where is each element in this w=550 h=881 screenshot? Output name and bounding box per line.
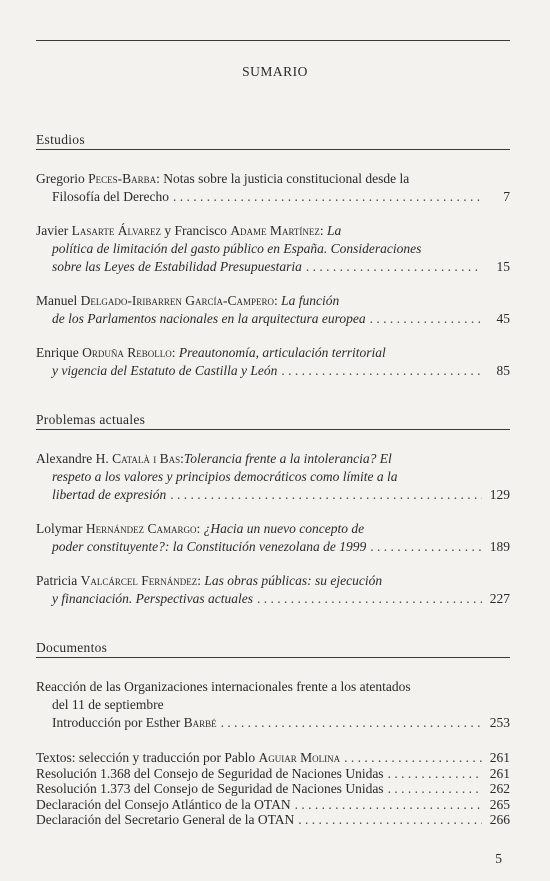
- toc-entry: Manuel Delgado-Iribarren García-Campero: La función de los Parlamentos nacionales en la arquitectura europea . . . 45: [36, 292, 510, 328]
- section-heading: Problemas actuales: [36, 412, 510, 430]
- entry-title: Reacción de las Organizaciones internacionales frente a los atentados: [36, 679, 411, 694]
- entry-title: Las obras públicas: su ejecución: [204, 573, 383, 588]
- list-item: Declaración del Consejo Atlántico de la OTAN . . . 265: [36, 797, 510, 813]
- list-item: Textos: selección y traducción por Pablo Aguiar Molina . . . 261: [36, 750, 510, 766]
- page-ref: 227: [489, 591, 510, 606]
- document-list: [36, 750, 510, 828]
- section-heading: Documentos: [36, 640, 510, 658]
- toc-entry: Reacción de las Organizaciones internacionales frente a los atentados del 11 de septiembre Introducción por Esther Barbé . . . 253: [36, 678, 510, 732]
- entry-title: ¿Hacia un nuevo concepto de: [203, 521, 365, 536]
- author-name: Lasarte Álvarez: [71, 223, 161, 238]
- author-name: Barbé: [183, 715, 217, 730]
- leader-dots: [221, 714, 482, 732]
- leader-dots: [295, 797, 482, 813]
- entry-title: La: [327, 223, 342, 238]
- toc-entry: Alexandre H. Català i Bas:Tolerancia frente a la intolerancia? El respeto a los valores y principios democráticos como límite a la libertad de expresión . . . 129: [36, 450, 510, 504]
- author-name: Aguiar Molina: [258, 750, 341, 765]
- leader-dots: [344, 750, 482, 766]
- list-item: Resolución 1.368 del Consejo de Seguridad de Naciones Unidas . . . 261: [36, 766, 510, 782]
- list-item: Declaración del Secretario General de la OTAN . . . 266: [36, 812, 510, 828]
- page-ref: 265: [489, 796, 510, 812]
- leader-dots: [370, 538, 482, 556]
- page-ref: 189: [489, 539, 510, 554]
- leader-dots: [388, 781, 482, 797]
- leader-dots: [281, 362, 482, 380]
- page-ref: 261: [489, 750, 510, 765]
- page-ref: 262: [489, 781, 510, 796]
- author-name: Peces-Barba: [88, 171, 157, 186]
- entry-title: Tolerancia frente a la intolerancia? El: [183, 451, 392, 466]
- page-ref: 85: [496, 363, 510, 378]
- author-name: Hernández Camargo: [85, 521, 197, 536]
- author-name: Català i Bas: [112, 451, 181, 466]
- toc-entry: Patricia Valcárcel Fernández: Las obras públicas: su ejecución y financiación. Perspectivas actuales . . . 227: [36, 572, 510, 608]
- toc-entry: Javier Lasarte Álvarez y Francisco Adame Martínez: La política de limitación del gasto público en España. Consideraciones sobre las Leyes de Estabilidad Presupuestaria . . . 15: [36, 222, 510, 276]
- page-title: SUMARIO: [242, 64, 308, 79]
- author-name: Valcárcel Fernández: [80, 573, 198, 588]
- section-problemas-actuales: [36, 412, 510, 430]
- page-ref: 266: [489, 812, 510, 827]
- author-name: Adame Martínez: [230, 223, 320, 238]
- page-ref: 45: [496, 311, 510, 326]
- leader-dots: [173, 188, 482, 206]
- entry-title: La función: [281, 293, 340, 308]
- toc-entry: Lolymar Hernández Camargo: ¿Hacia un nuevo concepto de poder constituyente?: la Constitución venezolana de 1999 . . . 189: [36, 520, 510, 556]
- section-documentos: [36, 640, 510, 658]
- entry-title: Notas sobre la justicia constitucional desde la: [163, 171, 410, 186]
- section-estudios: [36, 132, 510, 150]
- entry-title: Preautonomía, articulación territorial: [178, 345, 386, 360]
- page-ref: 253: [489, 715, 510, 730]
- page-number: 5: [495, 851, 502, 866]
- section-heading: Estudios: [36, 132, 510, 150]
- leader-dots: [298, 812, 482, 828]
- toc-entry: Enrique Orduña Rebollo: Preautonomía, articulación territorial y vigencia del Estatuto de Castilla y León . . . 85: [36, 344, 510, 380]
- top-rule: [36, 40, 510, 41]
- page-ref: 129: [489, 487, 510, 502]
- list-item: Resolución 1.373 del Consejo de Seguridad de Naciones Unidas . . . 262: [36, 781, 510, 797]
- leader-dots: [388, 766, 482, 782]
- page-ref: 7: [503, 189, 510, 204]
- leader-dots: [370, 310, 482, 328]
- author-name: Delgado-Iribarren García-Campero: [80, 293, 274, 308]
- leader-dots: [306, 258, 482, 276]
- page-ref: 261: [489, 765, 510, 781]
- author-name: Orduña Rebollo: [82, 345, 172, 360]
- toc-entry: Gregorio Peces-Barba: Notas sobre la justicia constitucional desde la Filosofía del Derecho . . . 7: [36, 170, 510, 206]
- leader-dots: [257, 590, 482, 608]
- page-ref: 15: [496, 259, 510, 274]
- leader-dots: [170, 486, 482, 504]
